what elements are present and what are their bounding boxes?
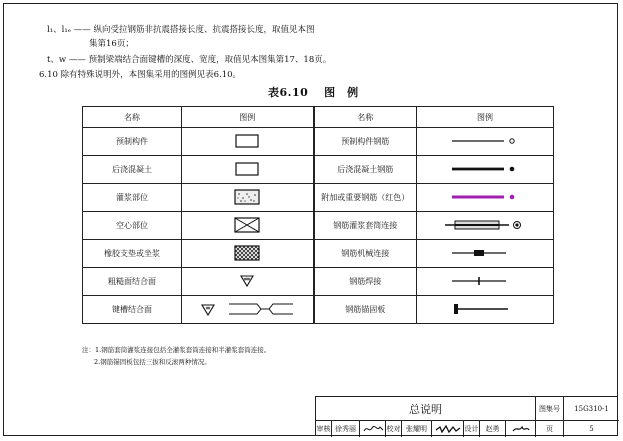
rect-empty-icon xyxy=(235,134,259,150)
mechanical-splice-icon xyxy=(450,248,520,260)
footnote-1: 注：1.钢筋套筒灌浆连接包括全灌浆套筒连接和半灌浆套筒连接。 xyxy=(82,346,271,354)
legend-table xyxy=(82,106,554,324)
checker-name: 张耀明 xyxy=(402,421,432,437)
page-number: 5 xyxy=(589,425,594,433)
legend-header-row xyxy=(83,107,554,128)
drawing-title: 总说明 xyxy=(316,397,536,421)
crosshatch-icon xyxy=(234,245,260,263)
legend-name: 预制构件 xyxy=(83,128,182,156)
note-6-10: 6.10 除有特殊说明外，本图集采用的图例见表6.10。 xyxy=(39,70,242,80)
legend-row xyxy=(83,128,554,156)
rough-triangle-icon xyxy=(239,274,255,290)
designer-signature xyxy=(506,421,536,437)
header-name-left: 名称 xyxy=(83,107,182,128)
legend-name: 灌浆部位 xyxy=(83,184,182,212)
legend-row xyxy=(83,268,554,296)
reviewer-name: 徐秀丽 xyxy=(332,421,360,437)
header-symbol-right: 图例 xyxy=(417,107,554,128)
legend-row xyxy=(83,296,554,324)
note-lap-length: l₁、l₁ₑ —— 纵向受拉钢筋非抗震搭接长度、抗震搭接长度，取值见本图 xyxy=(47,25,315,35)
legend-name: 粗糙面结合面 xyxy=(83,268,182,296)
legend-name: 后浇混凝土钢筋 xyxy=(314,156,417,184)
legend-name: 橡胶支垫或坐浆 xyxy=(83,240,182,268)
legend-name: 后浇混凝土 xyxy=(83,156,182,184)
shear-key-icon xyxy=(199,300,295,320)
legend-row xyxy=(83,212,554,240)
legend-name: 钢筋机械连接 xyxy=(314,240,417,268)
atlas-label: 图集号 xyxy=(536,397,564,421)
design-label: 设计 xyxy=(464,421,480,437)
weld-icon xyxy=(450,275,520,289)
rect-empty-icon xyxy=(235,162,259,178)
rebar-cast-in-place-icon xyxy=(450,164,520,176)
legend-name: 键槽结合面 xyxy=(83,296,182,324)
check-label: 校对 xyxy=(386,421,402,437)
legend-name: 钢筋锚固板 xyxy=(314,296,417,324)
legend-name: 钢筋灌浆套筒连接 xyxy=(314,212,417,240)
footnote-2: 2.钢筋锚固板包括三拔和反滚两种情况。 xyxy=(94,358,211,366)
checker-signature xyxy=(432,421,464,437)
legend-name: 预制构件钢筋 xyxy=(314,128,417,156)
header-symbol-left: 图例 xyxy=(182,107,314,128)
legend-name: 空心部位 xyxy=(83,212,182,240)
legend-name: 附加或重要钢筋（红色） xyxy=(314,184,417,212)
review-label: 审核 xyxy=(316,421,332,437)
anchor-plate-icon xyxy=(450,302,520,318)
title-block xyxy=(315,396,618,436)
grout-sleeve-icon xyxy=(443,219,527,233)
legend-row xyxy=(83,184,554,212)
reviewer-signature xyxy=(360,421,386,437)
header-name-right: 名称 xyxy=(314,107,417,128)
legend-name: 钢筋焊接 xyxy=(314,268,417,296)
note-key-depth: t、w —— 预制梁端结合面键槽的深度、宽度，取值见本图集第17、18页。 xyxy=(47,55,332,65)
note-lap-length-cont: 集第16页； xyxy=(89,39,134,49)
rebar-additional-icon xyxy=(450,192,520,204)
hollow-x-icon xyxy=(234,217,260,235)
legend-row xyxy=(83,156,554,184)
legend-row xyxy=(83,240,554,268)
page-label: 页 xyxy=(536,421,564,437)
atlas-number: 15G310-1 xyxy=(564,397,619,421)
table-caption: 表6.10 图 例 xyxy=(268,86,359,99)
designer-name: 赵勇 xyxy=(480,421,506,437)
rebar-precast-icon xyxy=(450,136,520,148)
grout-hatch-icon xyxy=(234,189,260,207)
